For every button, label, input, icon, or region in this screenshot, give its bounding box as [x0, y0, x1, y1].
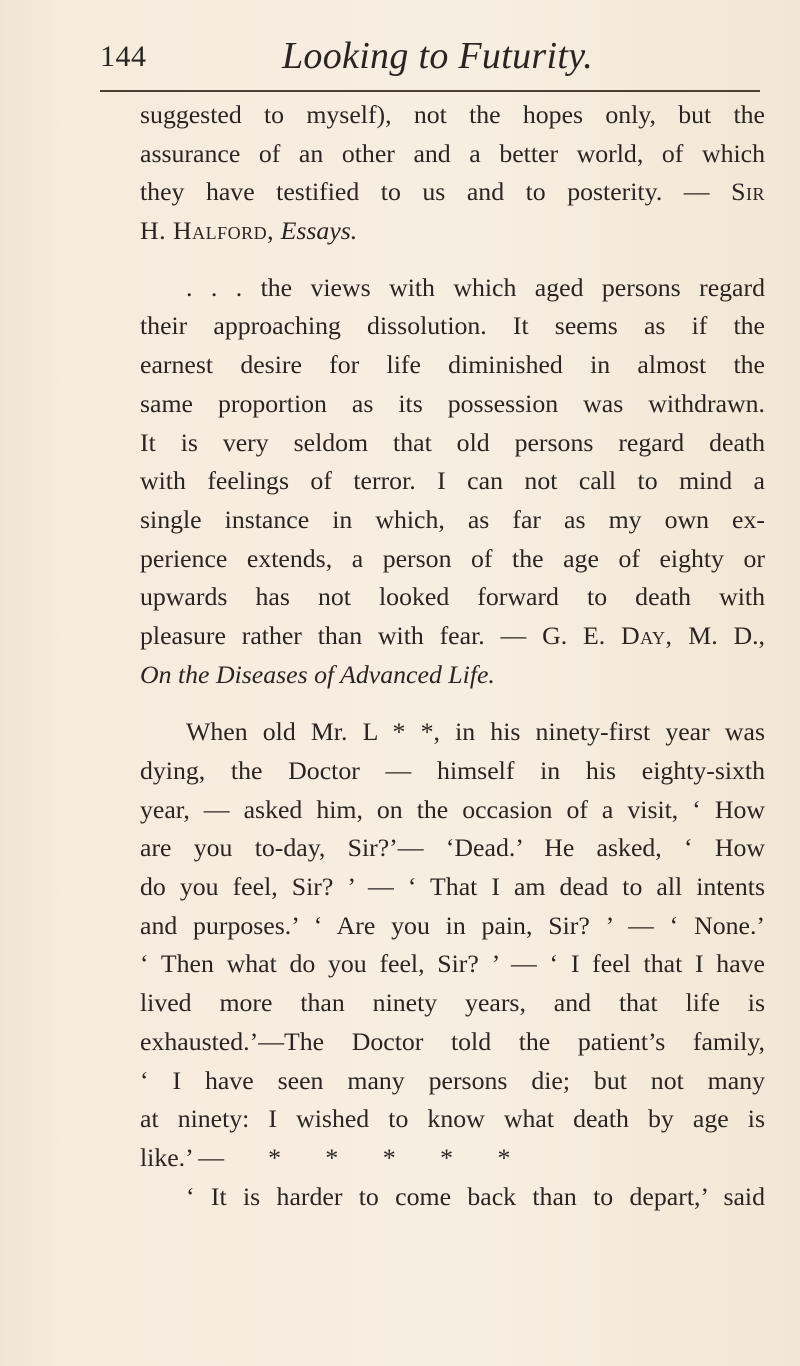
quote-day — [140, 269, 765, 695]
text-line: year, — asked him, on the occasion of a visit, ‘ How — [140, 794, 765, 824]
text-line: lived more than ninety years, and that life is — [140, 988, 765, 1018]
text-line: at ninety: I wished to know what death by age is — [140, 1104, 765, 1134]
header-rule — [100, 90, 760, 92]
author-name: H. Halford, — [140, 216, 275, 246]
text-line: assurance of an other and a better world, of which — [140, 138, 765, 168]
text-line: ‘ Then what do you feel, Sir? ’ — ‘ I feel that I have — [140, 949, 765, 979]
text-line: ‘ It is harder to come back than to depart,’ said — [186, 1181, 765, 1211]
quote-text: they have testified to us and to posterity. — — [140, 177, 732, 207]
text-line: . . . the views with which aged persons regard — [186, 272, 765, 302]
asterism: * * * * * — [268, 1142, 511, 1172]
paragraph-gap — [140, 251, 765, 269]
author-name: Day, — [621, 620, 673, 650]
text-line: dying, the Doctor — himself in his eighty-sixth — [140, 756, 765, 785]
text-line: earnest desire for life diminished in almost the — [140, 350, 765, 380]
body-text — [140, 96, 765, 1216]
quote-halford — [140, 96, 765, 251]
text-line — [140, 1139, 765, 1178]
quote-text: like.’ — — [140, 1142, 225, 1172]
text-line: single instance in which, as far as my own ex- — [140, 504, 765, 534]
text-line — [140, 617, 765, 656]
text-line: are you to-day, Sir?’— ‘Dead.’ He asked, ‘ How — [140, 833, 765, 863]
author-name: Sir — [731, 177, 765, 207]
page-number: 144 — [100, 40, 147, 73]
text-line — [140, 173, 765, 212]
paragraph-gap — [140, 694, 765, 713]
text-line: and purposes.’ ‘ Are you in pain, Sir? ’ — ‘ None.’ — [140, 910, 765, 940]
text-line: same proportion as its possession was withdrawn. — [140, 388, 765, 418]
attribution-line — [140, 212, 765, 251]
text-line: When old Mr. L * *, in his ninety-first year was — [186, 717, 765, 747]
page-header — [100, 30, 760, 90]
text-line: with feelings of terror. I can not call to mind a — [140, 466, 765, 496]
work-title: Essays. — [280, 216, 358, 246]
text-line: ‘ I have seen many persons die; but not many — [140, 1065, 765, 1095]
quote-text: pleasure rather than with fear. — G. E. — [140, 620, 622, 650]
work-title: On the Diseases of Advanced Life. — [140, 659, 495, 689]
text-line: suggested to myself), not the hopes only, but the — [140, 100, 765, 129]
text-line: It is very seldom that old persons regard death — [140, 427, 765, 457]
text-line: perience extends, a person of the age of eighty or — [140, 543, 765, 573]
author-suffix: M. D., — [672, 620, 765, 650]
text-line: exhausted.’—The Doctor told the patient’s family, — [140, 1026, 765, 1056]
text-line: upwards has not looked forward to death with — [140, 582, 765, 612]
text-line: do you feel, Sir? ’ — ‘ That I am dead to all intents — [140, 872, 765, 902]
running-title: Looking to Futurity. — [282, 35, 594, 77]
anecdote-paragraph — [140, 713, 765, 1216]
text-line: their approaching dissolution. It seems as if the — [140, 311, 765, 341]
